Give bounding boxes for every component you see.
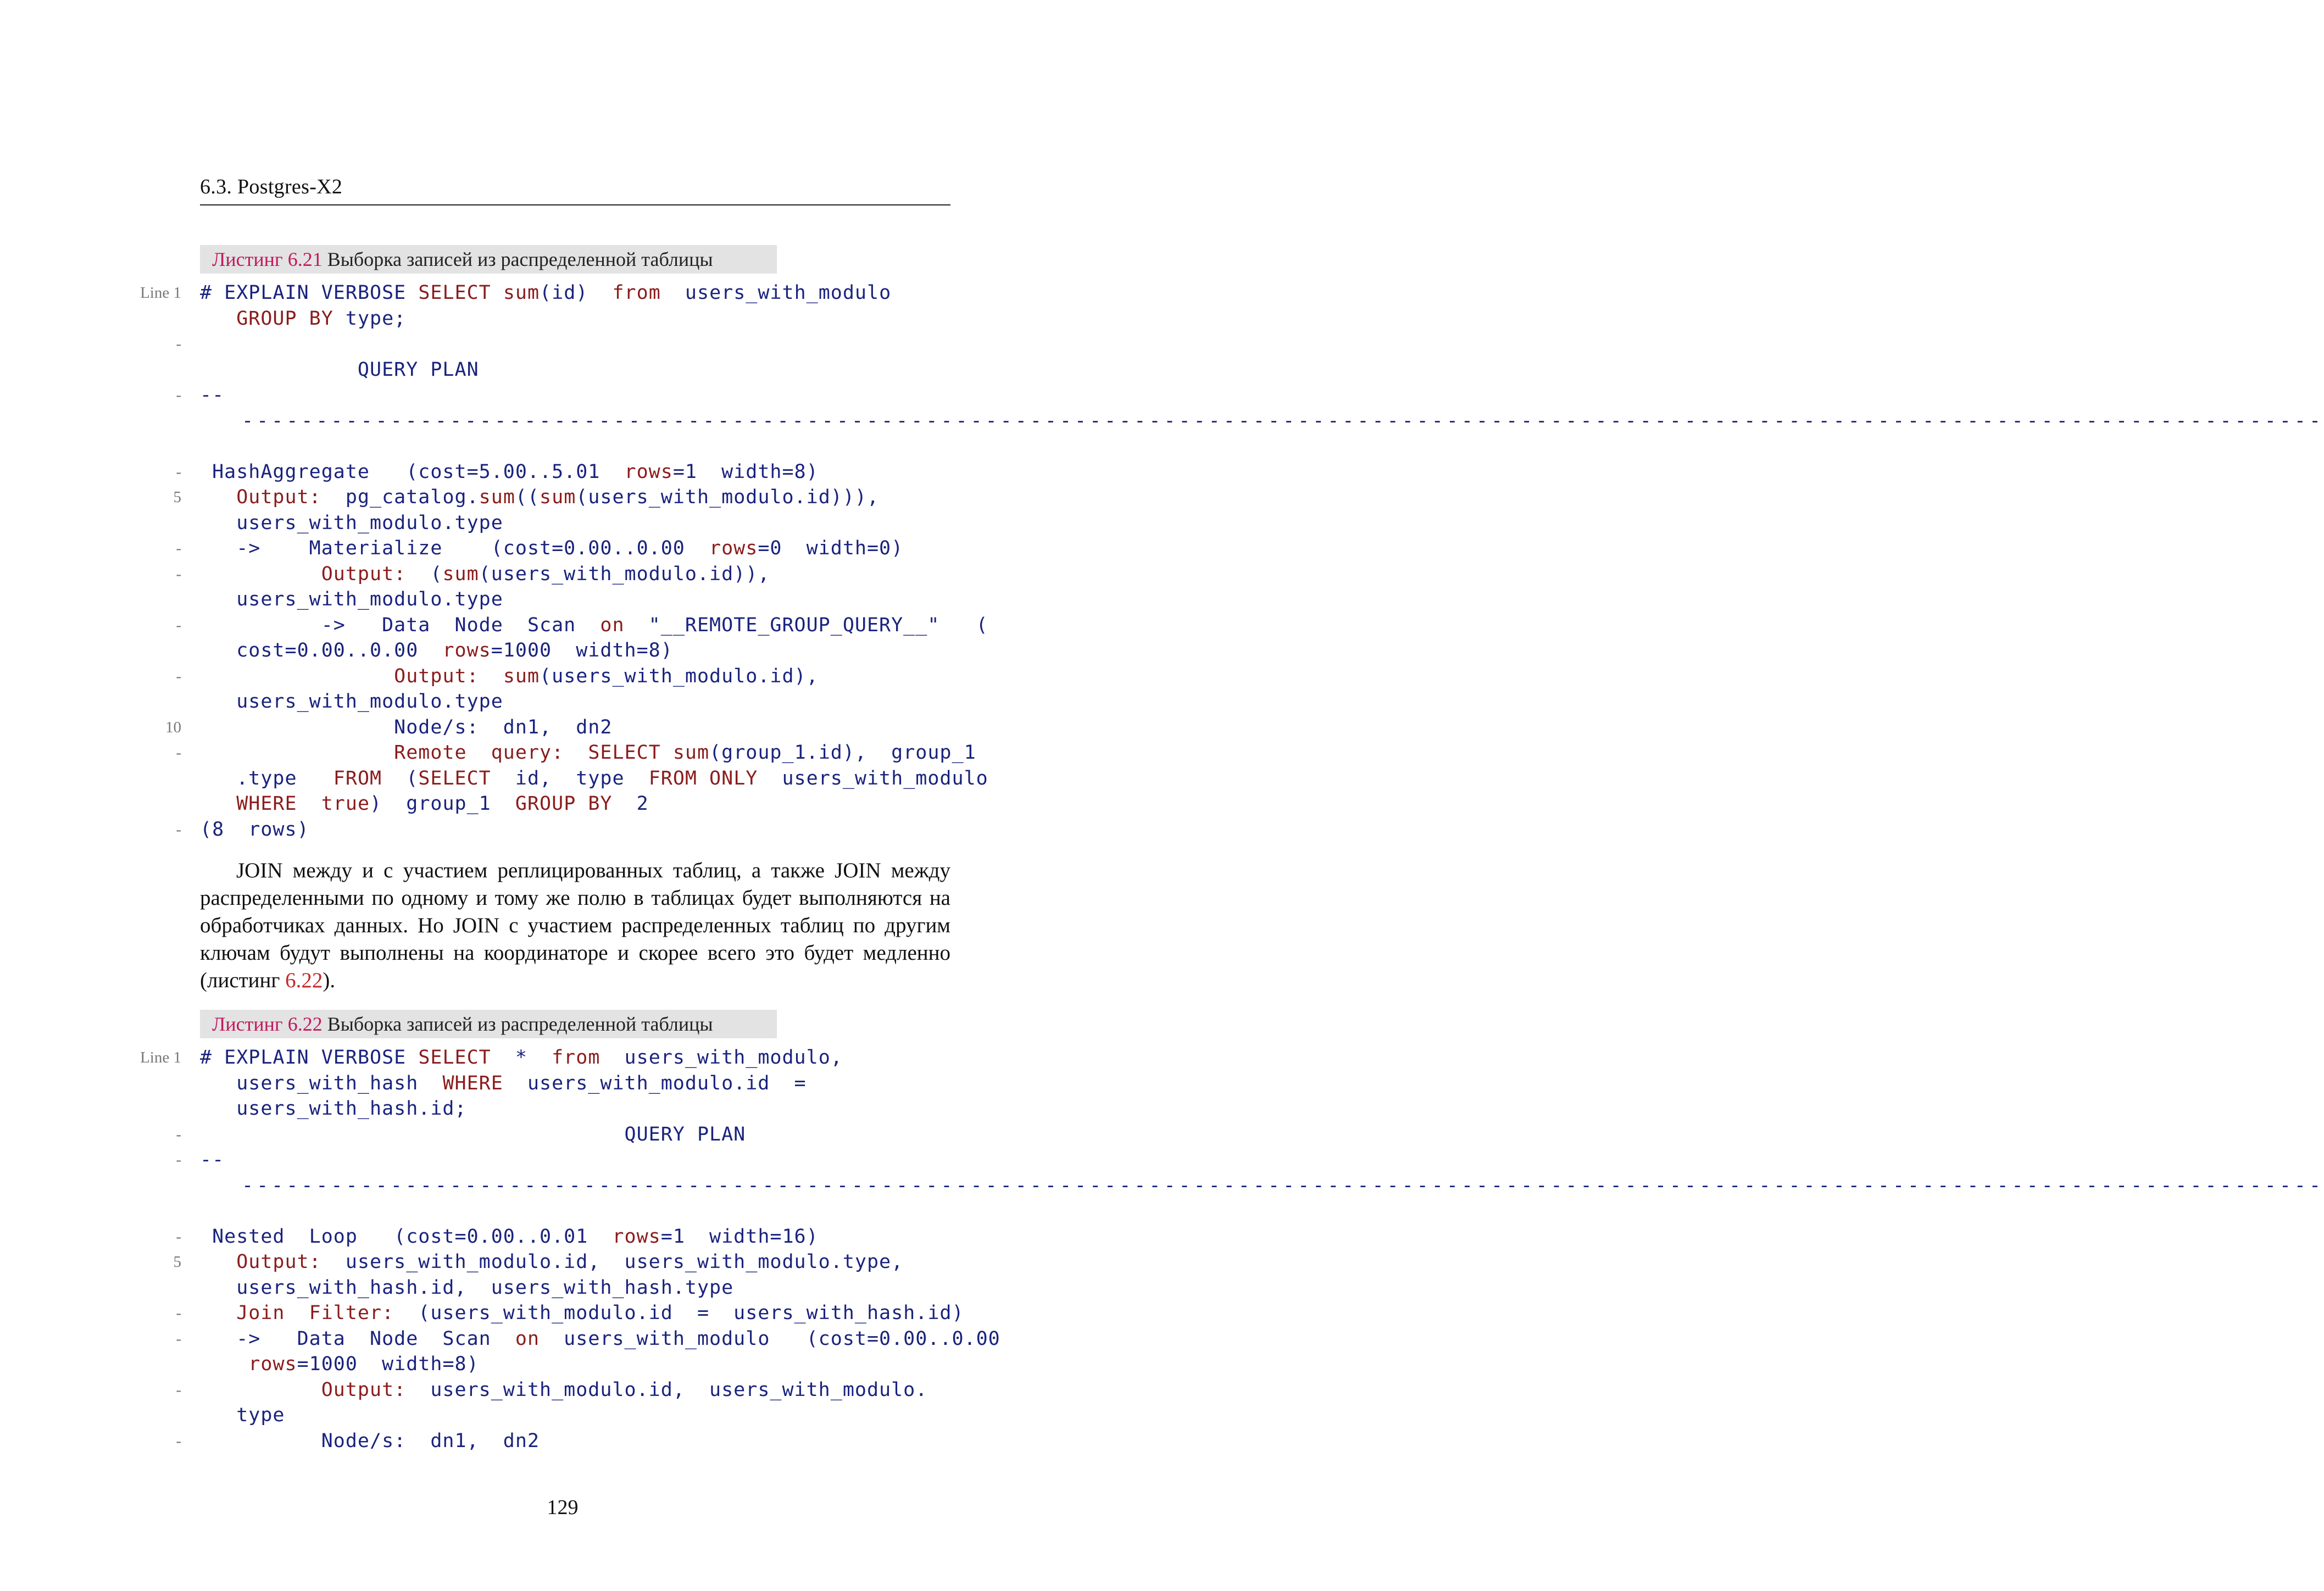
code-token xyxy=(200,308,236,330)
sql-keyword: from xyxy=(552,1047,601,1069)
code-text xyxy=(200,306,406,331)
code-line xyxy=(0,638,1125,663)
code-line xyxy=(0,664,1125,689)
sql-keyword: rows xyxy=(612,1225,661,1248)
line-number: - xyxy=(176,744,181,761)
line-number: - xyxy=(176,1151,181,1169)
code-token: -- xyxy=(200,1149,225,1171)
code-token: (users_with_modulo.id)), xyxy=(479,563,770,585)
code-line xyxy=(0,408,2324,433)
sql-keyword: SELECT xyxy=(418,282,503,304)
sql-keyword: sum xyxy=(503,282,540,304)
sql-keyword: rows xyxy=(624,460,673,483)
code-line xyxy=(0,1249,1125,1275)
code-text xyxy=(200,510,503,536)
line-number: 10 xyxy=(165,718,181,736)
code-text xyxy=(200,1224,819,1249)
code-text xyxy=(200,766,988,791)
code-token: -> Data Node Scan xyxy=(200,614,601,636)
code-token: (( xyxy=(515,486,540,508)
code-token: -- xyxy=(200,384,225,406)
line-number: 5 xyxy=(173,1253,181,1271)
code-line xyxy=(0,561,1125,587)
code-text xyxy=(200,561,770,587)
sql-keyword: Output: xyxy=(236,1251,321,1273)
sql-keyword: Output: xyxy=(236,486,321,508)
code-token: users_with_modulo.type xyxy=(200,511,503,534)
code-line xyxy=(0,715,1125,740)
line-number: - xyxy=(176,1329,181,1348)
code-token: users_with_hash.id, users_with_hash.type xyxy=(200,1276,734,1299)
code-token: id, type xyxy=(491,767,649,789)
code-token: (users_with_modulo.id = users_with_hash.id) xyxy=(394,1302,964,1324)
code-text xyxy=(200,1377,927,1403)
sql-keyword: from xyxy=(612,282,661,304)
code-text xyxy=(200,638,673,663)
sql-keyword: true xyxy=(321,793,370,815)
code-token: ) group_1 xyxy=(370,793,515,815)
code-line xyxy=(0,536,1125,561)
code-text xyxy=(200,1403,285,1428)
code-line xyxy=(0,357,1125,382)
code-token xyxy=(200,1353,248,1375)
code-token: -> Data Node Scan xyxy=(200,1327,515,1350)
code-text xyxy=(200,1122,746,1147)
code-token: (id) xyxy=(540,282,613,304)
code-token: -> Materialize (cost=0.00..0.00 xyxy=(200,537,710,559)
dash-separator: -------------------------------------------------------------------------------------------------------------------------------------------- xyxy=(242,409,2324,432)
code-token: ( xyxy=(382,767,419,789)
line-number: - xyxy=(176,565,181,583)
listing-label-1: Листинг 6.21 xyxy=(212,248,323,270)
line-number: Line 1 xyxy=(140,1049,181,1066)
code-line xyxy=(0,382,1125,408)
code-token: EXPLAIN VERBOSE xyxy=(224,1047,419,1069)
code-token: users_with_hash xyxy=(200,1072,443,1094)
code-line xyxy=(0,433,1125,459)
code-text xyxy=(200,1300,964,1326)
sql-keyword: rows xyxy=(248,1353,297,1375)
code-token: users_with_modulo.type xyxy=(200,588,503,610)
code-line xyxy=(0,766,1125,791)
code-token xyxy=(564,742,588,764)
code-text xyxy=(200,664,819,689)
code-token: Node/s: dn1, dn2 xyxy=(200,1429,540,1452)
code-token xyxy=(200,1251,236,1273)
code-line xyxy=(0,485,1125,510)
code-token: type xyxy=(200,1404,285,1426)
code-token xyxy=(297,793,321,815)
sql-keyword: GROUP BY xyxy=(236,307,333,330)
code-line xyxy=(0,1351,1125,1377)
sql-keyword: Join Filter: xyxy=(236,1302,394,1324)
code-text xyxy=(200,1326,1000,1351)
code-text xyxy=(200,536,903,561)
code-text xyxy=(200,1147,224,1172)
code-text xyxy=(200,1275,733,1300)
code-line xyxy=(0,587,1125,612)
code-line xyxy=(0,613,1125,638)
listing-reference-link[interactable]: 6.22 xyxy=(285,969,323,992)
listing-label-2: Листинг 6.22 xyxy=(212,1013,323,1035)
code-token: (group_1.id), group_1 xyxy=(709,742,976,764)
code-token: (8 rows) xyxy=(200,818,309,841)
code-token xyxy=(200,793,236,815)
sql-keyword: rows xyxy=(442,639,491,661)
code-token: users_with_modulo xyxy=(758,767,988,789)
code-line xyxy=(0,1403,1125,1428)
code-line xyxy=(0,1224,1125,1249)
line-number: - xyxy=(176,667,181,685)
listing-caption-2 xyxy=(200,1010,777,1038)
code-token: =1 width=16) xyxy=(660,1225,819,1248)
code-line xyxy=(0,331,1125,357)
code-token: =1 width=8) xyxy=(672,460,819,483)
code-line xyxy=(0,1377,1125,1403)
code-token xyxy=(200,563,321,585)
body-paragraph xyxy=(200,857,950,994)
code-text xyxy=(200,357,479,382)
code-line xyxy=(0,1300,1125,1326)
listing-caption-1 xyxy=(200,245,777,274)
line-number: - xyxy=(176,386,181,404)
line-number: - xyxy=(176,616,181,634)
code-token: # xyxy=(200,282,225,304)
code-text xyxy=(200,613,988,638)
code-text xyxy=(200,485,879,510)
code-line xyxy=(0,1045,1125,1070)
code-line xyxy=(0,817,1125,842)
code-token: ( xyxy=(406,563,443,585)
code-line xyxy=(0,1326,1125,1351)
code-token: users_with_modulo.id, users_with_modulo.type, xyxy=(321,1251,904,1273)
sql-keyword: GROUP BY xyxy=(515,793,613,815)
code-token: * xyxy=(491,1047,552,1069)
line-number: - xyxy=(176,1381,181,1399)
line-number: - xyxy=(176,1227,181,1245)
code-token: users_with_hash.id; xyxy=(200,1098,467,1120)
code-token: pg_catalog. xyxy=(321,486,479,508)
code-text xyxy=(200,280,891,305)
code-text xyxy=(200,1045,843,1070)
code-token xyxy=(200,1302,236,1324)
sql-keyword: rows xyxy=(709,537,758,559)
code-token xyxy=(200,1379,321,1401)
sql-keyword: Remote query: xyxy=(394,742,564,764)
sql-keyword: sum xyxy=(672,742,710,764)
code-token: "__REMOTE_GROUP_QUERY__" ( xyxy=(624,614,988,636)
line-number: Line 1 xyxy=(140,284,181,302)
code-text xyxy=(200,689,503,714)
code-token: users_with_modulo.id = xyxy=(503,1072,807,1094)
code-token: =0 width=0) xyxy=(758,537,904,559)
code-token xyxy=(661,742,673,764)
sql-keyword: FROM xyxy=(333,767,382,789)
code-text xyxy=(200,1249,903,1275)
sql-keyword: Output: xyxy=(321,563,407,585)
code-token xyxy=(479,665,503,687)
code-token: =1000 width=8) xyxy=(491,639,673,661)
sql-keyword: sum xyxy=(503,665,540,687)
code-token: users_with_modulo xyxy=(660,282,892,304)
sql-keyword: FROM ONLY xyxy=(648,767,758,789)
code-token: users_with_modulo, xyxy=(600,1047,843,1069)
running-header: 6.3. Postgres-X2 xyxy=(200,175,343,198)
code-text xyxy=(200,715,612,740)
code-token: users_with_modulo (cost=0.00..0.00 xyxy=(540,1327,1000,1350)
code-token: HashAggregate (cost=5.00..5.01 xyxy=(200,460,625,483)
header-rule xyxy=(200,204,950,205)
code-text xyxy=(200,1351,479,1377)
code-line xyxy=(0,689,1125,714)
code-text xyxy=(200,1071,807,1096)
code-token: (users_with_modulo.id))), xyxy=(576,486,880,508)
sql-keyword: sum xyxy=(479,486,515,508)
sql-keyword: SELECT xyxy=(588,742,661,764)
paragraph-tail: ). xyxy=(323,969,336,992)
listing-title-1: Выборка записей из распределенной таблицы xyxy=(327,248,713,270)
code-line xyxy=(0,1122,1125,1147)
code-line xyxy=(0,740,1125,765)
sql-keyword: SELECT xyxy=(418,1047,491,1069)
code-token: QUERY PLAN xyxy=(200,358,479,381)
code-text xyxy=(200,817,309,842)
dash-separator: -------------------------------------------------------------------------------------------------------------------------------------------- xyxy=(242,1174,2324,1197)
code-line xyxy=(0,1275,1125,1300)
code-token: users_with_modulo.type xyxy=(200,691,503,713)
sql-keyword: sum xyxy=(442,563,479,585)
code-line xyxy=(0,280,1125,305)
code-token: .type xyxy=(200,767,333,789)
code-line xyxy=(0,1198,1125,1223)
code-token: cost=0.00..0.00 xyxy=(200,639,443,661)
sql-keyword: on xyxy=(515,1327,540,1350)
line-number: - xyxy=(176,539,181,557)
code-line xyxy=(0,459,1125,485)
sql-keyword: SELECT xyxy=(418,767,491,789)
sql-keyword: on xyxy=(600,614,625,636)
code-token: 2 xyxy=(612,793,649,815)
code-text xyxy=(200,587,503,612)
code-token: # xyxy=(200,1047,225,1069)
code-text xyxy=(200,1096,467,1121)
sql-keyword: Output: xyxy=(394,665,479,687)
sql-keyword: Output: xyxy=(321,1378,407,1401)
code-token: users_with_modulo.id, users_with_modulo. xyxy=(406,1378,928,1401)
code-token: EXPLAIN VERBOSE xyxy=(224,282,419,304)
line-number: - xyxy=(176,1125,181,1143)
code-token: Node/s: dn1, dn2 xyxy=(200,716,613,738)
code-line xyxy=(0,791,1125,816)
line-number: - xyxy=(176,1304,181,1322)
code-token: =1000 width=8) xyxy=(297,1353,479,1375)
code-text xyxy=(200,1428,540,1454)
code-token: QUERY PLAN xyxy=(200,1123,746,1145)
code-token: (users_with_modulo.id), xyxy=(540,665,819,687)
code-token xyxy=(200,486,236,508)
sql-keyword: WHERE xyxy=(236,793,297,815)
code-line xyxy=(0,1428,1125,1454)
line-number: - xyxy=(176,335,181,353)
code-token xyxy=(200,665,394,687)
code-line xyxy=(0,1096,1125,1121)
code-line xyxy=(0,1147,1125,1172)
sql-keyword: WHERE xyxy=(442,1072,503,1094)
line-number: - xyxy=(176,463,181,481)
line-number: 5 xyxy=(173,488,181,506)
line-number: - xyxy=(176,820,181,838)
code-token: type; xyxy=(333,307,407,330)
code-token: Nested Loop (cost=0.00..0.01 xyxy=(200,1225,613,1248)
page-number: 129 xyxy=(547,1496,579,1519)
sql-keyword: sum xyxy=(540,486,576,508)
code-token xyxy=(200,742,394,764)
listing-title-2: Выборка записей из распределенной таблицы xyxy=(327,1013,713,1035)
code-text xyxy=(200,740,976,765)
line-number: - xyxy=(176,1432,181,1450)
code-line xyxy=(0,306,1125,331)
code-text xyxy=(200,382,224,408)
code-text xyxy=(200,791,649,816)
code-text xyxy=(200,459,819,485)
code-line xyxy=(0,1173,2324,1198)
code-line xyxy=(0,510,1125,536)
code-line xyxy=(0,1071,1125,1096)
paragraph-text: JOIN между и с участием реплицированных таблиц, а также JOIN между распределенными по одному и тому же полю в таблицах будет выполняются на обработчиках данных. Но JOIN с участием распределенных таблиц по другим ключам будут выполнены на координаторе и скорее всего это будет медленно (листинг xyxy=(200,859,950,992)
